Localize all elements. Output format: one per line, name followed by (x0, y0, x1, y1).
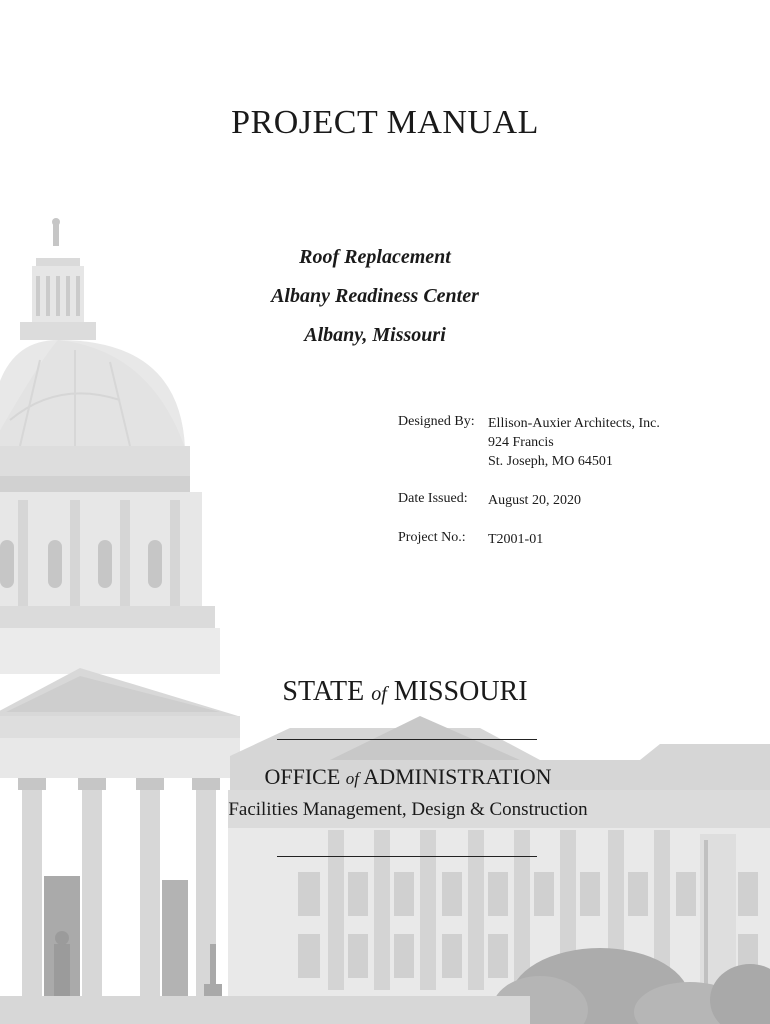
designed-by-value (488, 414, 660, 471)
architect-street: 924 Francis (488, 435, 554, 450)
designed-by-label: Designed By: (398, 414, 475, 429)
office-heading-pre: OFFICE (264, 764, 346, 789)
divider-line-top (277, 739, 537, 740)
facility-name: Albany Readiness Center (271, 285, 479, 307)
page-title: PROJECT MANUAL (231, 104, 539, 141)
designed-by-row (398, 414, 660, 471)
state-heading-of: of (371, 683, 387, 705)
date-issued-label: Date Issued: (398, 491, 468, 506)
architect-name: Ellison-Auxier Architects, Inc. (488, 416, 660, 431)
state-heading (0, 676, 770, 708)
project-location: Albany, Missouri (304, 324, 446, 346)
state-heading-pre: STATE (282, 676, 372, 707)
division-name: Facilities Management, Design & Construction (228, 799, 588, 820)
date-issued-row (398, 491, 660, 510)
office-heading-of: of (345, 769, 360, 788)
project-number-row (398, 530, 660, 549)
state-heading-post: MISSOURI (386, 676, 528, 707)
project-number-label: Project No.: (398, 530, 466, 545)
project-number-value: T2001-01 (488, 532, 544, 547)
office-heading-post: ADMINISTRATION (359, 764, 552, 789)
date-issued-value: August 20, 2020 (488, 493, 581, 508)
architect-city: St. Joseph, MO 64501 (488, 454, 613, 469)
project-details (398, 414, 660, 569)
project-title-block (0, 238, 750, 355)
project-name: Roof Replacement (299, 246, 451, 268)
divider-line-bottom (277, 856, 537, 857)
office-heading (0, 764, 770, 790)
